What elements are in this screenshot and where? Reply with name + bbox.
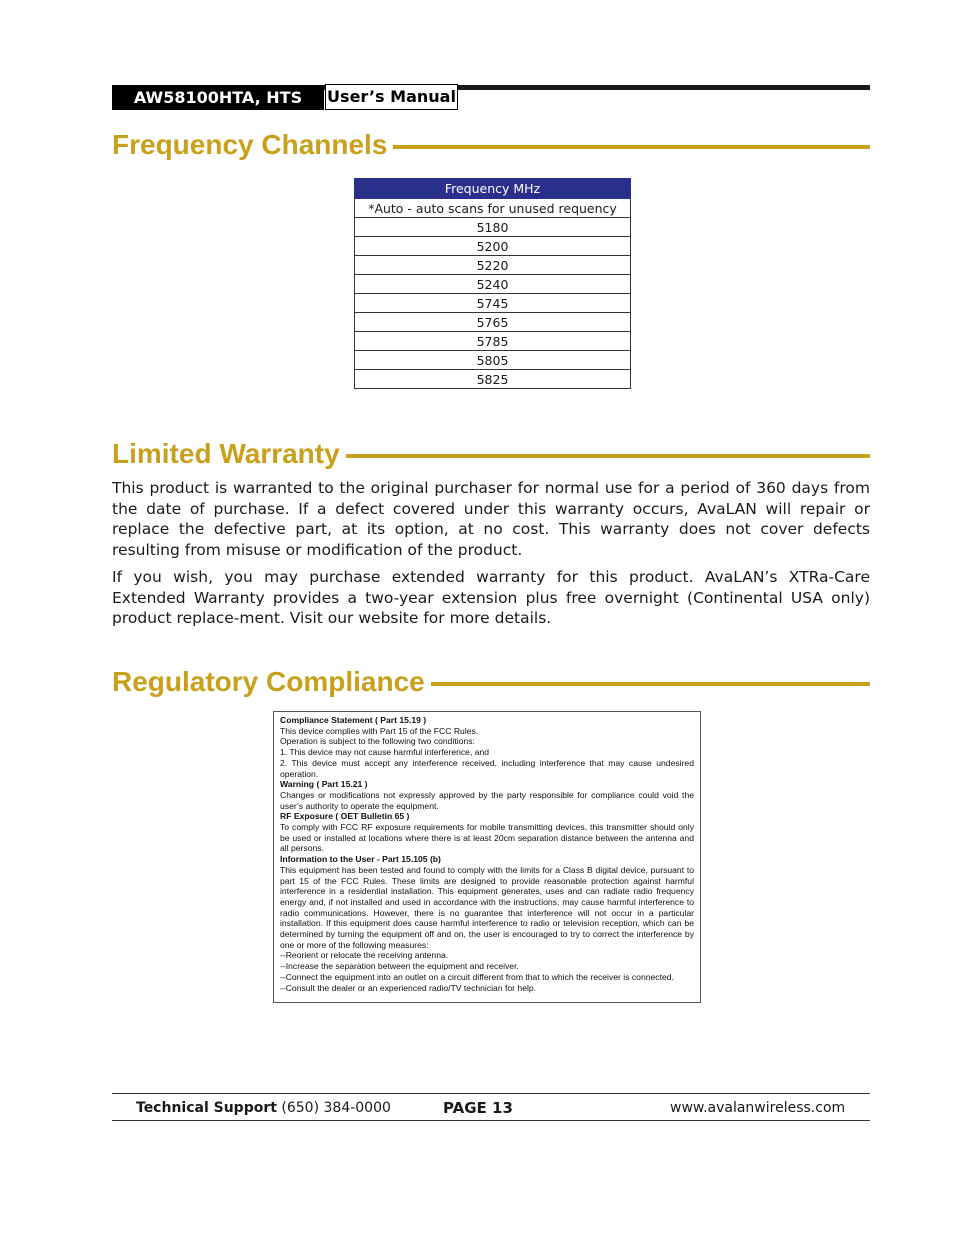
- table-row: [355, 275, 631, 294]
- table-header: Frequency MHz: [355, 179, 631, 199]
- website-url: www.avalanwireless.com: [670, 1100, 846, 1116]
- section-title: Frequency Channels: [112, 129, 393, 161]
- table-row: [355, 237, 631, 256]
- support-phone: (650) 384-0000: [281, 1100, 391, 1116]
- compliance-text: 2. This device must accept any interference received, including interference that may cause undesired operation.: [280, 757, 694, 779]
- doc-type-label: User’s Manual: [325, 84, 458, 110]
- page-number: PAGE 13: [443, 1099, 513, 1117]
- warranty-paragraph: This product is warranted to the original purchaser for normal use for a period of 360 days from the date of purchase. If a defect covered under this warranty occurs, AvaLAN will repair or replace the defective part, at its option, at no cost. This warranty does not cover defects resulting from misuse or modification of the product.: [112, 479, 870, 559]
- footer-rule-top: [112, 1093, 870, 1094]
- section-title: Limited Warranty: [112, 438, 346, 470]
- footer-rule-bottom: [112, 1120, 870, 1121]
- table-row: [355, 256, 631, 275]
- frequency-table: [354, 178, 631, 389]
- table-row: [355, 199, 631, 218]
- compliance-text: --Reorient or relocate the receiving antenna.: [280, 950, 449, 961]
- compliance-text: Changes or modifications not expressly approved by the party responsible for compliance could void the user’s authority to operate the equipment.: [280, 789, 694, 811]
- table-cell: 5240: [355, 275, 631, 294]
- table-cell: *Auto - auto scans for unused requency: [355, 199, 631, 218]
- frequency-section-heading: [112, 129, 870, 161]
- table-row: [355, 370, 631, 389]
- table-row: [355, 332, 631, 351]
- compliance-heading: Information to the User - Part 15.105 (b): [280, 854, 441, 865]
- compliance-heading: Compliance Statement ( Part 15.19 ): [280, 715, 427, 725]
- table-cell: 5220: [355, 256, 631, 275]
- table-row: [355, 351, 631, 370]
- table-cell: 5785: [355, 332, 631, 351]
- compliance-statement-box: [273, 711, 701, 1003]
- table-cell: 5180: [355, 218, 631, 237]
- compliance-text: --Consult the dealer or an experienced radio/TV technician for help.: [280, 982, 537, 993]
- regulatory-section-heading: [112, 666, 870, 698]
- model-label: AW58100HTA, HTS: [112, 85, 324, 110]
- table-cell: 5825: [355, 370, 631, 389]
- table-cell: 5805: [355, 351, 631, 370]
- compliance-text: 1. This device may not cause harmful interference, and: [280, 747, 490, 758]
- table-row: [355, 313, 631, 332]
- compliance-text: Operation is subject to the following two conditions:: [280, 736, 475, 747]
- compliance-text: To comply with FCC RF exposure requirements for mobile transmitting devices, this transmitter should only be used or installed at locations where there is at least 20cm separation distance between the antenna and all persons.: [280, 822, 694, 854]
- table-cell: 5200: [355, 237, 631, 256]
- table-cell: 5765: [355, 313, 631, 332]
- compliance-text: --Increase the separation between the equipment and receiver.: [280, 961, 519, 972]
- compliance-text: This equipment has been tested and found to comply with the limits for a Class B digital device, pursuant to part 15 of the FCC Rules. These limits are designed to provide reasonable protection against harmful interference in a residential installation. This equipment generates, uses and can radiate radio frequency energy and, if not installed and used in accordance with the instructions, may cause harmful interference to radio communications. However, there is no guarantee that interference will not occur in a particular installation. If this equipment does cause harmful interference to radio or television reception, which can be determined by turning the equipment off and on, the user is encouraged to try to correct the interference by one or more of the following measures:: [280, 864, 694, 950]
- compliance-heading: RF Exposure ( OET Bulletin 65 ): [280, 811, 410, 822]
- table-row: [355, 218, 631, 237]
- footer-support: [136, 1098, 391, 1118]
- compliance-text: --Connect the equipment into an outlet on a circuit different from that to which the receiver is connected.: [280, 971, 674, 982]
- support-label: Technical Support: [136, 1100, 277, 1116]
- compliance-heading: Warning ( Part 15.21 ): [280, 779, 368, 790]
- warranty-section-heading: [112, 438, 870, 470]
- section-title: Regulatory Compliance: [112, 666, 431, 698]
- compliance-text: This device complies with Part 15 of the FCC Rules.: [280, 725, 479, 736]
- table-row: [355, 294, 631, 313]
- table-cell: 5745: [355, 294, 631, 313]
- warranty-paragraph: If you wish, you may purchase extended warranty for this product. AvaLAN’s XTRa-Care Extended Warranty provides a two-year extension plus free overnight (Continental USA only) product replace-ment. Visit our website for more details.: [112, 568, 870, 628]
